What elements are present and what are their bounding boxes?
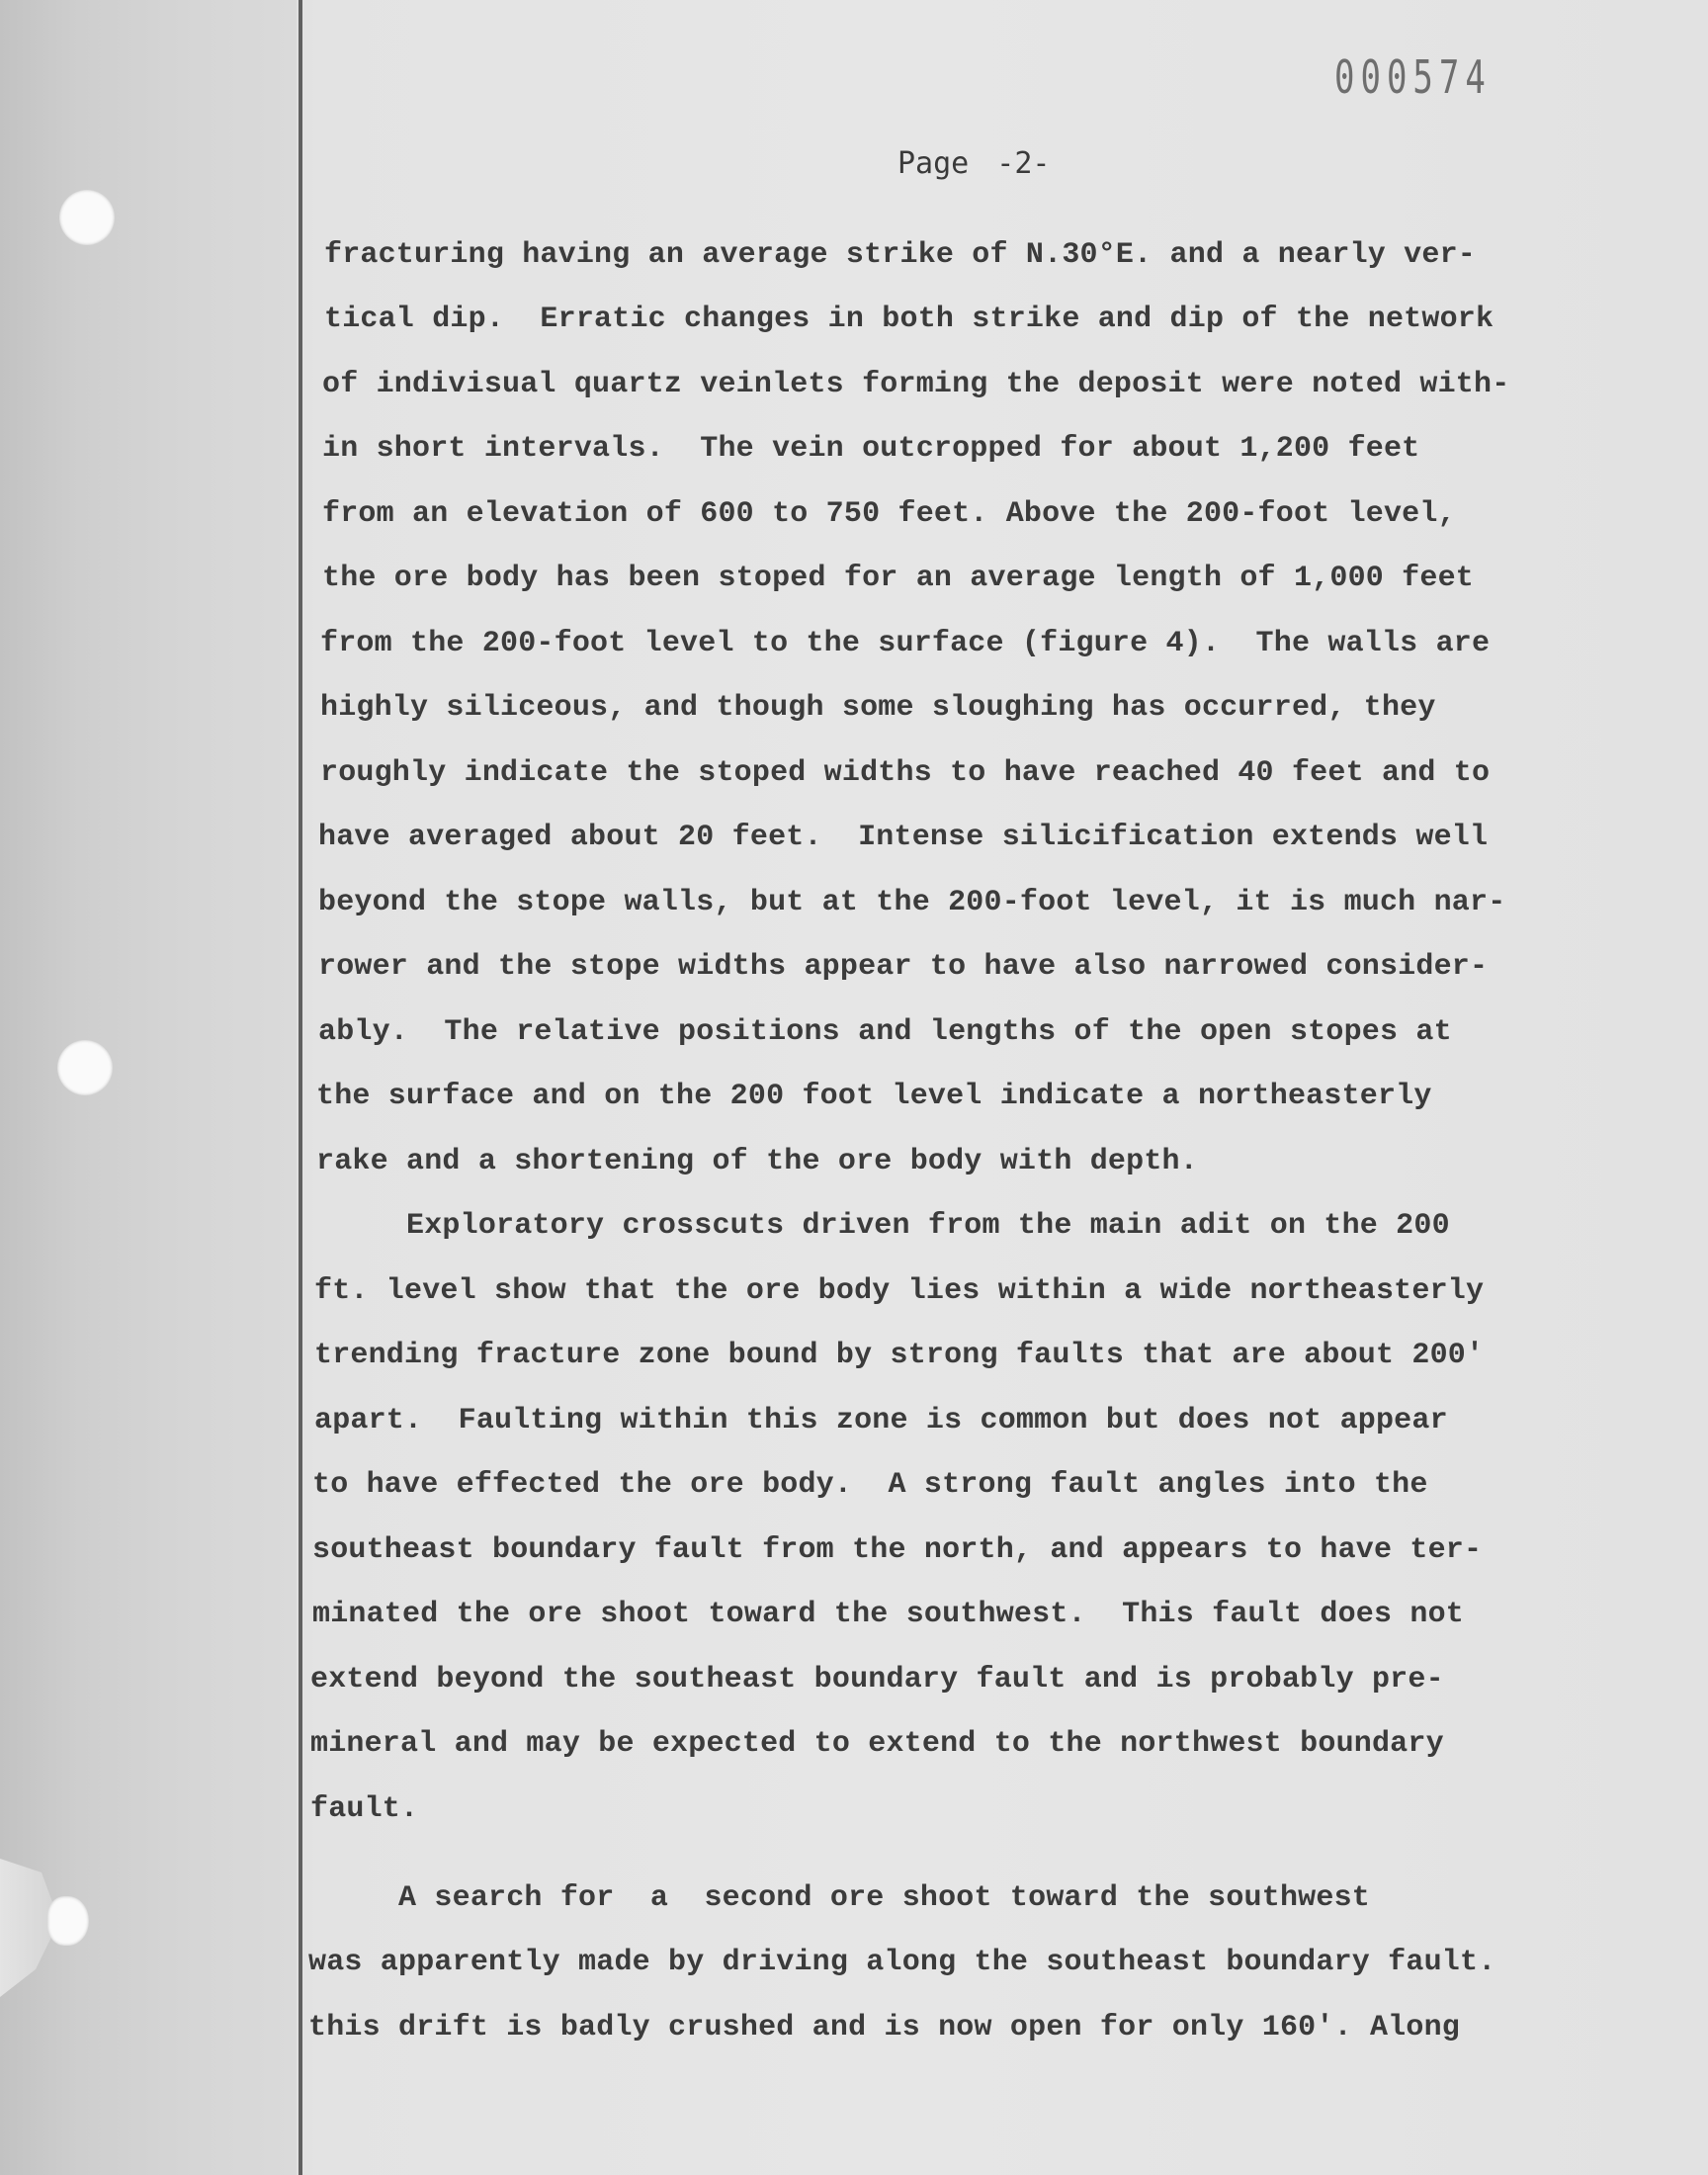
text-line: minated the ore shoot toward the southwest. This fault does not [312,1598,1464,1631]
text-line: in short intervals. The vein outcropped for about 1,200 feet [322,432,1420,466]
punch-hole [47,1896,89,1946]
text-line: rower and the stope widths appear to have also narrowed consider- [318,950,1489,984]
margin-rule [299,0,302,2175]
text-line: ably. The relative positions and lengths of the open stopes at [318,1015,1452,1049]
punch-hole [57,1040,113,1095]
text-line: this drift is badly crushed and is now open for only 160'. Along [308,2011,1460,2044]
text-line: Exploratory crosscuts driven from the main adit on the 200 [316,1209,1450,1243]
text-line: trending fracture zone bound by strong faults that are about 200' [314,1339,1485,1372]
text-line: southeast boundary fault from the north, and appears to have ter- [312,1533,1483,1567]
text-line: mineral and may be expected to extend to the northwest boundary [310,1727,1444,1761]
text-line: beyond the stope walls, but at the 200-foot level, it is much nar- [318,886,1506,919]
text-line: was apparently made by driving along the southeast boundary fault. [308,1946,1496,1979]
punch-hole [59,190,115,245]
text-line: from the 200-foot level to the surface (figure 4). The walls are [320,627,1491,660]
text-line: of indivisual quartz veinlets forming the deposit were noted with- [322,368,1510,401]
document-number: 000574 [1334,51,1492,105]
text-line: rake and a shortening of the ore body with depth. [316,1145,1198,1178]
text-line: the surface and on the 200 foot level indicate a northeasterly [316,1080,1432,1113]
text-line: the ore body has been stoped for an average length of 1,000 feet [322,562,1474,595]
text-line: roughly indicate the stoped widths to have reached 40 feet and to [320,756,1491,790]
text-line: highly siliceous, and though some sloughing has occurred, they [320,691,1436,725]
text-line: ft. level show that the ore body lies within a wide northeasterly [314,1274,1485,1308]
text-line: apart. Faulting within this zone is common but does not appear [314,1404,1448,1437]
text-line: extend beyond the southeast boundary fault and is probably pre- [310,1663,1444,1696]
text-line: tical dip. Erratic changes in both strike and dip of the network [324,303,1494,336]
text-line: fault. [310,1792,419,1826]
binding-margin [0,0,297,2175]
text-line: from an elevation of 600 to 750 feet. Above the 200-foot level, [322,497,1456,531]
text-line: have averaged about 20 feet. Intense silicification extends well [318,821,1489,854]
text-line: A search for a second ore shoot toward the southwest [308,1881,1370,1915]
page-number-label: Page -2- [897,146,1051,181]
text-line: to have effected the ore body. A strong fault angles into the [312,1468,1428,1502]
text-line: fracturing having an average strike of N.30°E. and a nearly ver- [324,238,1476,272]
